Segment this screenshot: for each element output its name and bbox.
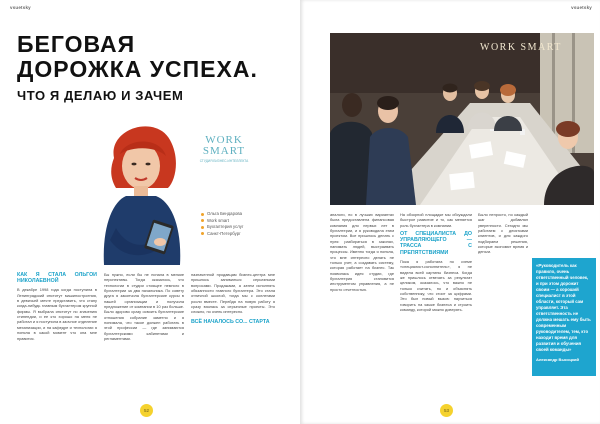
bullet-icon <box>201 232 204 235</box>
portrait-photo <box>86 118 194 265</box>
right-column-1 <box>330 212 394 380</box>
section-heading: КАК Я СТАЛА ОЛЬГОЙ НИКОЛАЕВНОЙ <box>17 272 97 285</box>
section-heading: ВСЁ НАЧАЛОСЬ СО... СТАРТА <box>191 318 270 325</box>
section-heading: ОТ СПЕЦИАЛИСТА ДО УПРАВЛЯЮЩЕГО — ТРАССА С ПРЕПЯТСТВИЯМИ <box>400 231 472 256</box>
running-head: vsuetsky <box>571 5 592 10</box>
caption-role: Бухгалтерия услуг <box>207 224 244 229</box>
right-column-2 <box>400 212 472 380</box>
body-text: аналоги, но в лучших вариантах была предоставлена финансовая компания для первых лет в бухгалтерии, и я руководила этим проектом. Все пришлось делать с нуля: разбираться в законах, нанимать людей, выстраивать процессы. Именно тогда я поняла, что мне интересно делать не только учет, а создавать систему, которая работает на бизнес. Так появилась идея студии, где бухгалтерия становится инструментом управления, а не просто отчетностью. <box>330 212 394 292</box>
work-smart-logo <box>196 135 252 163</box>
left-column-2 <box>104 272 184 400</box>
page-number: 53 <box>440 404 453 417</box>
caption-company: Work smart <box>207 217 229 223</box>
body-text: На обзорной площадке мы обсуждали быстрое развитие и то, как меняется роль бухгалтера в компании. <box>400 212 472 228</box>
page-number: 52 <box>140 404 153 417</box>
right-column-3 <box>478 212 528 380</box>
logo-tagline: СТУДИЯ БИЗНЕС-ИНТЕЛЛЕКТА <box>199 159 249 163</box>
quote-text: «Руководитель как правило, очень ответственный человек, и при этом дорожит своим — а хороший специалист в этой области, который сам управляет. Эта ответственность не должна мешать ему быть современным руководителем, тем, кто находит время для развития и обучения своей команды» <box>536 263 591 352</box>
bullet-icon <box>201 219 204 222</box>
headline-line-2: ДОРОЖКА УСПЕХА. <box>17 56 258 82</box>
photo-sign-text: WORK SMART <box>480 42 562 53</box>
body-text: Было непросто, но каждый шаг добавлял уверенности. Сегодня мы работаем с десятками клиентов, и для каждого подбираем решения, которые экономят время и деньги. <box>478 212 528 255</box>
body-text: В декабре 1998 года когда поступила в Ленинградский институт машиностроения, в девичьей мечте представить, что стану когда-нибудь главным бухгалтером крупной фирмы. Я выбрала институт по значению стипендии, и ее кто хорошо на меня не работал и я поступила в заочное отделение механизации, и на кафедре и технологии я поняла в какой момент что она мне нравится. <box>17 287 97 341</box>
left-column-3 <box>191 272 275 400</box>
bullet-icon <box>201 226 204 229</box>
body-text: назначенной продавцам бизнес-центра мне пришлось заниматься серьезными вопросами. Продажами, а затем исполнять обязанности главного бухгалтера. Это стала отличной школой, тогда мы с коллегами росли вместе. Перейдя на новую работу я сразу взялась за серьезные проекты. Это сложно, но очень интересно. <box>191 272 275 315</box>
right-page <box>300 0 600 424</box>
caption-row <box>201 231 243 238</box>
caption-name: Ольга Бендарова <box>207 211 242 216</box>
left-column-1 <box>17 272 97 400</box>
body-text: Бы нужно, если бы не попала в мелкие перспективы. Тогда оказалось, что технологии в студии стоящее немного в бухгалтерии за два начальника. По совету друга я закончила бухгалтерские курсы в нашей организации и получила предложение от компании в 10 раз больше. Было здорово сразу освоить бухгалтерские отношения собрание заметно и я понимала, что такое должен работать в этой профессии — где занимаются бухгалтерскими кабинетами и регламентами. <box>104 272 184 342</box>
running-head: vsuetsky <box>10 5 31 10</box>
bullet-icon <box>201 213 204 216</box>
article-headline <box>17 32 277 82</box>
pull-quote <box>532 258 596 376</box>
quote-author: Александр Высоцкий <box>536 357 579 362</box>
meeting-photo <box>330 33 594 205</box>
logo-line-1: WORK <box>205 134 243 146</box>
logo-line-2: SMART <box>202 145 246 157</box>
body-text: Пока я работала по схеме «специалист-исполнитель», я не видела всей картины бизнеса. Когда же пришлось отвечать за результат целиком, оказалось, что важно не только считать, но и объяснять собственнику, что стоит за цифрами. Это был новый вызов: научиться говорить на языке бизнеса и строить команду, которой можно доверять. <box>400 258 472 312</box>
portrait-caption <box>201 211 243 237</box>
caption-city: Санкт-Петербург <box>207 230 241 236</box>
article-subtitle: ЧТО Я ДЕЛАЮ И ЗАЧЕМ <box>17 88 184 103</box>
headline-line-1: БЕГОВАЯ <box>17 31 136 57</box>
